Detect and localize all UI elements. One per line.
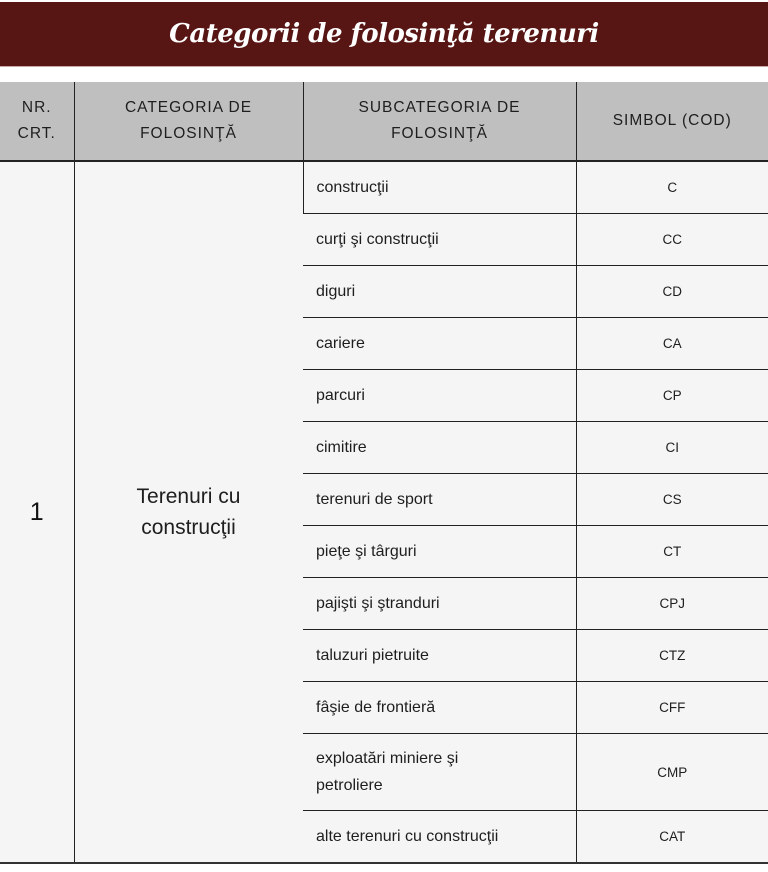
subcategory-cell: cimitire	[303, 422, 576, 474]
code-cell: CI	[576, 422, 768, 474]
code-cell: C	[576, 161, 768, 214]
title-banner	[0, 2, 768, 67]
subcategory-cell: parcuri	[303, 370, 576, 422]
code-cell: CT	[576, 526, 768, 578]
subcategory-cell: terenuri de sport	[303, 474, 576, 526]
code-cell: CPJ	[576, 578, 768, 630]
code-cell: CTZ	[576, 630, 768, 682]
subcategory-cell: construcţii	[303, 161, 576, 214]
subcategory-cell: curţi şi construcţii	[303, 214, 576, 266]
table-header-row	[0, 82, 768, 161]
table-row	[0, 161, 768, 214]
subcategory-cell: fâşie de frontieră	[303, 682, 576, 734]
subcategory-cell: cariere	[303, 318, 576, 370]
subcategory-cell: alte terenuri cu construcţii	[303, 811, 576, 864]
code-cell: CA	[576, 318, 768, 370]
code-cell: CD	[576, 266, 768, 318]
code-cell: CP	[576, 370, 768, 422]
category-cell: Terenuri cu construcţii	[74, 161, 303, 863]
header-category: CATEGORIA DE FOLOSINŢĂ	[74, 82, 303, 161]
subcategory-cell: pieţe şi târguri	[303, 526, 576, 578]
row-number: 1	[0, 161, 74, 863]
subcategory-cell: diguri	[303, 266, 576, 318]
code-cell: CAT	[576, 811, 768, 864]
code-cell: CMP	[576, 734, 768, 811]
subcategory-cell: taluzuri pietruite	[303, 630, 576, 682]
header-code: SIMBOL (COD)	[576, 82, 768, 161]
code-cell: CC	[576, 214, 768, 266]
page-title: Categorii de folosinţă terenuri	[169, 19, 599, 49]
header-subcategory: SUBCATEGORIA DE FOLOSINŢĂ	[303, 82, 576, 161]
subcategory-cell: pajişti şi ştranduri	[303, 578, 576, 630]
code-cell: CFF	[576, 682, 768, 734]
code-cell: CS	[576, 474, 768, 526]
land-use-table	[0, 82, 768, 864]
subcategory-cell: exploatări miniere şi petroliere	[303, 734, 576, 811]
header-nr: NR. CRT.	[0, 82, 74, 161]
